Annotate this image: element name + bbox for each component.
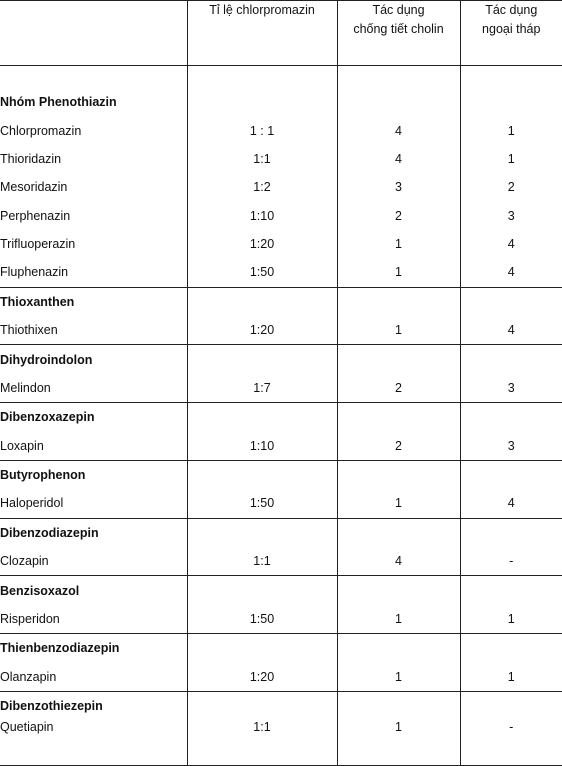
drug-name: Olanzapin [0, 663, 187, 692]
spacer-cell [460, 65, 562, 88]
anticholinergic-cell: 4 [337, 547, 460, 576]
group-empty-cell [460, 460, 562, 489]
group-empty-cell [460, 403, 562, 432]
table-row [0, 145, 562, 173]
extrapyramidal-cell: - [460, 547, 562, 576]
anticholinergic-cell: 2 [337, 202, 460, 230]
extrapyramidal-cell: 4 [460, 316, 562, 345]
group-row [0, 518, 562, 547]
table-row [0, 720, 562, 765]
group-empty-cell [337, 634, 460, 663]
group-empty-cell [187, 518, 337, 547]
group-empty-cell [460, 691, 562, 720]
group-label: Dihydroindolon [0, 345, 187, 374]
group-row [0, 691, 562, 720]
drug-name: Mesoridazin [0, 173, 187, 201]
header-anticholinergic [337, 1, 460, 66]
extrapyramidal-cell: 1 [460, 605, 562, 634]
anticholinergic-cell: 2 [337, 374, 460, 403]
header-row [0, 1, 562, 66]
ratio-cell: 1:2 [187, 173, 337, 201]
drug-name: Quetiapin [0, 720, 187, 765]
group-empty-cell [337, 460, 460, 489]
table-row [0, 230, 562, 258]
header-drug-name [0, 1, 187, 66]
drug-name: Haloperidol [0, 489, 187, 518]
anticholinergic-cell: 1 [337, 316, 460, 345]
table-row [0, 117, 562, 145]
ratio-cell: 1:50 [187, 489, 337, 518]
ratio-cell: 1:50 [187, 258, 337, 287]
extrapyramidal-cell: 4 [460, 489, 562, 518]
drug-name: Risperidon [0, 605, 187, 634]
group-label: Dibenzothiezepin [0, 691, 187, 720]
group-empty-cell [187, 634, 337, 663]
group-row [0, 345, 562, 374]
spacer-row [0, 65, 562, 88]
group-empty-cell [187, 88, 337, 116]
group-empty-cell [460, 576, 562, 605]
table-row [0, 202, 562, 230]
group-empty-cell [337, 403, 460, 432]
group-label: Thioxanthen [0, 287, 187, 316]
group-label: Dibenzodiazepin [0, 518, 187, 547]
extrapyramidal-cell: 4 [460, 258, 562, 287]
group-empty-cell [187, 691, 337, 720]
table-row [0, 258, 562, 287]
spacer-cell [337, 65, 460, 88]
table-row [0, 432, 562, 461]
drug-name: Clozapin [0, 547, 187, 576]
table-row [0, 605, 562, 634]
header-extrapyramidal-line2: ngoại tháp [482, 22, 541, 36]
group-label: Butyrophenon [0, 460, 187, 489]
extrapyramidal-cell: 3 [460, 432, 562, 461]
group-empty-cell [187, 345, 337, 374]
group-empty-cell [337, 691, 460, 720]
drug-name: Melindon [0, 374, 187, 403]
anticholinergic-cell: 1 [337, 663, 460, 692]
group-label: Dibenzoxazepin [0, 403, 187, 432]
table-row [0, 374, 562, 403]
group-empty-cell [337, 518, 460, 547]
group-row [0, 403, 562, 432]
extrapyramidal-cell: 4 [460, 230, 562, 258]
header-extrapyramidal [460, 1, 562, 66]
group-row [0, 460, 562, 489]
group-empty-cell [337, 88, 460, 116]
ratio-cell: 1:1 [187, 145, 337, 173]
extrapyramidal-cell: 2 [460, 173, 562, 201]
group-empty-cell [187, 287, 337, 316]
anticholinergic-cell: 1 [337, 230, 460, 258]
drug-name: Trifluoperazin [0, 230, 187, 258]
ratio-cell: 1:10 [187, 202, 337, 230]
drug-name: Loxapin [0, 432, 187, 461]
drug-name: Thiothixen [0, 316, 187, 345]
table-row [0, 173, 562, 201]
table-row [0, 663, 562, 692]
group-empty-cell [460, 634, 562, 663]
group-empty-cell [187, 460, 337, 489]
table-row [0, 489, 562, 518]
header-anticholinergic-line2: chống tiết cholin [353, 22, 444, 36]
group-row [0, 88, 562, 116]
group-empty-cell [460, 287, 562, 316]
header-extrapyramidal-line1: Tác dụng [485, 3, 538, 17]
table-row [0, 547, 562, 576]
group-row [0, 287, 562, 316]
ratio-cell: 1:1 [187, 547, 337, 576]
extrapyramidal-cell: 3 [460, 374, 562, 403]
ratio-cell: 1:50 [187, 605, 337, 634]
drug-name: Chlorpromazin [0, 117, 187, 145]
ratio-cell: 1:1 [187, 720, 337, 765]
extrapyramidal-cell: 3 [460, 202, 562, 230]
group-label: Nhóm Phenothiazin [0, 88, 187, 116]
group-empty-cell [460, 518, 562, 547]
group-empty-cell [187, 576, 337, 605]
group-empty-cell [187, 403, 337, 432]
anticholinergic-cell: 1 [337, 258, 460, 287]
spacer-cell [187, 65, 337, 88]
anticholinergic-cell: 2 [337, 432, 460, 461]
extrapyramidal-cell: 1 [460, 145, 562, 173]
group-empty-cell [460, 88, 562, 116]
group-empty-cell [337, 287, 460, 316]
group-row [0, 634, 562, 663]
anticholinergic-cell: 1 [337, 489, 460, 518]
header-anticholinergic-line1: Tác dụng [372, 3, 425, 17]
ratio-cell: 1:20 [187, 663, 337, 692]
extrapyramidal-cell: - [460, 720, 562, 765]
anticholinergic-cell: 1 [337, 720, 460, 765]
ratio-cell: 1:10 [187, 432, 337, 461]
table-row [0, 316, 562, 345]
extrapyramidal-cell: 1 [460, 663, 562, 692]
anticholinergic-cell: 4 [337, 145, 460, 173]
drug-name: Perphenazin [0, 202, 187, 230]
drug-name: Fluphenazin [0, 258, 187, 287]
ratio-cell: 1:20 [187, 230, 337, 258]
ratio-cell: 1 : 1 [187, 117, 337, 145]
ratio-cell: 1:7 [187, 374, 337, 403]
ratio-cell: 1:20 [187, 316, 337, 345]
header-ratio: Tỉ lệ chlorpromazin [187, 1, 337, 66]
spacer-cell [0, 65, 187, 88]
group-row [0, 576, 562, 605]
group-empty-cell [337, 345, 460, 374]
group-empty-cell [460, 345, 562, 374]
group-empty-cell [337, 576, 460, 605]
group-label: Benzisoxazol [0, 576, 187, 605]
anticholinergic-cell: 4 [337, 117, 460, 145]
extrapyramidal-cell: 1 [460, 117, 562, 145]
anticholinergic-cell: 1 [337, 605, 460, 634]
drug-name: Thioridazin [0, 145, 187, 173]
group-label: Thienbenzodiazepin [0, 634, 187, 663]
anticholinergic-cell: 3 [337, 173, 460, 201]
